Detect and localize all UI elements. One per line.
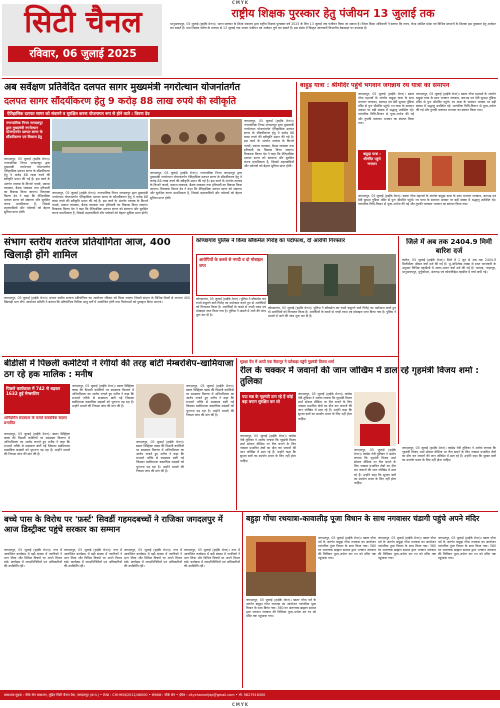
- story5-headline: बीडीसी में पिछली कमेटियों ने रंगीयों की तरह बांटी मेम्बरशिप-खामियाजा ठग रहे हक मालिक : मनीष: [4, 359, 234, 380]
- column-divider: [398, 236, 399, 444]
- story5-body-col2: जगदलपुर, 05 जुलाई (हाईके मेनन)। बस्तर डिस्ट्रिक्ट क्लब की पिछली कमेटियों पर सदस्यता वितरण में अनियमितता का आरोप लगाते हुए मनीष ने कहा कि मनमाने तरीके से सदस्यता बांटी गई जिसका खामियाजा वास्तविक सदस्यों को भुगतना पड़ रहा है। उन्होंने मामले की निष्पक्ष जांच की मांग की है।: [72, 384, 134, 409]
- devotees-photo-svg: [388, 152, 496, 192]
- story4-box-text: आरोपियों के कब्जे से नगदी व दो मोबाइल जप्त: [199, 257, 263, 268]
- chess-photo: [4, 264, 190, 294]
- story6-body-col3: जगदलपुर, 05 जुलाई (हाईके मेनन)। कांग्रेस नेत्री तुलिका ने आरोप लगाया कि गृहमंत्री विजय शर्मा सोशल मीडिया पर रील बनाने के लिए नक्सल प्रभावित क्षेत्रों का दौरा कर जवानों की जान जोखिम में डाल रहे हैं। उन्होंने कहा कि सुरक्षा बलों का उपयोग प्रचार के लिए नहीं होना चाहिए।: [354, 448, 396, 485]
- portrait-svg: [136, 384, 184, 438]
- rain-headline: जिले में अब तक 2404.9 मिमी बारिश दर्ज: [406, 238, 492, 255]
- dalpat-sagar-photo: [52, 119, 148, 189]
- story6-body-col1: जगदलपुर, 05 जुलाई (हाईके मेनन)। कांग्रेस नेत्री तुलिका ने आरोप लगाया कि गृहमंत्री विजय शर्मा सोशल मीडिया पर रील बनाने के लिए नक्सल प्रभावित क्षेत्रों का दौरा कर जवानों की जान जोखिम में डाल रहे हैं। उन्होंने कहा कि सुरक्षा बलों का उपयोग प्रचार के लिए नहीं होना चाहिए।: [240, 434, 296, 463]
- story8-body-col4: जगदलपुर, 05 जुलाई (हाईके मेनन)। बस्तर गोंचा पर्व के अंतर्गत बाहुड़ा गोंचा रथयात्रा का आयोजन पारंपरिक पूजा विधान के साथ किया गया। 360 घर आरण्यक ब्राह्मण समाज द्वारा भगवान जगन्नाथ की विधिवत पूजा-अर्चना कर रथ को मंदिर तक पहुंचाया गया।: [438, 536, 496, 561]
- story5-box-sub: अनियमित सदस्यता के चलते वास्तविक सदस्य प्रभावित: [4, 416, 67, 425]
- story1-strip-text: ऐतिहासिक दलपत सागर को संवारने व सुरक्षित करना योजनागत रूप से होने वाले : किरण देव: [7, 111, 150, 116]
- story2-box: [358, 150, 386, 190]
- story7-body-col3: जगदलपुर, 05 जुलाई (हाईके मेनन)। नगर में आयोजित कार्यक्रम में बड़ी संख्या में नागरिकों ने भाग लिया और विभिन्न विषयों पर अपने विचार रखे। कार्यक्रम में जनप्रतिनिधियों एवं अधिकारियों की उपस्थिति रही।: [124, 548, 182, 569]
- gonchha-photo: [246, 536, 316, 596]
- story5-body-col4: जगदलपुर, 05 जुलाई (हाईके मेनन)। बस्तर डिस्ट्रिक्ट क्लब की पिछली कमेटियों पर सदस्यता वितरण में अनियमितता का आरोप लगाते हुए मनीष ने कहा कि मनमाने तरीके से सदस्यता बांटी गई जिसका खामियाजा वास्तविक सदस्यों को भुगतना पड़ रहा है। उन्होंने मामले की निष्पक्ष जांच की मांग की है।: [186, 384, 234, 417]
- story3-headline: संभाग स्तरीय शतरंज प्रतियोगिता आज, 400 खिलाड़ी होंगे शामिल: [4, 237, 171, 261]
- story2-box-text: बाहुड़ा यात्रा : श्रीमंदिर पहुंचे भगवान: [363, 152, 381, 166]
- devotees-photo: [388, 152, 496, 192]
- divider: [2, 356, 398, 357]
- story6-box: [240, 392, 296, 432]
- council-photo: [150, 119, 242, 169]
- tulika-photo: [354, 392, 396, 446]
- story1-body-col1: जगदलपुर, 05 जुलाई (हाईके मेनन)। नगरपालिक निगम जगदलपुर द्वारा मुख्यमंत्री नगरोत्थान योजनांतर्गत ऐतिहासिक दलपत सागर के सौंदर्यीकरण हेतु 9 करोड़ 88 लाख रुपये की स्वीकृति प्रदान की गई है। इस कार्य के अंतर्गत तालाब के किनारे पाथवे, प्रकाश व्यवस्था, बैठक व्यवस्था तथा हरियाली का विकास किया जाएगा। विधायक किरण देव ने कहा कि ऐतिहासिक दलपत सागर को संवारना और सुरक्षित करना प्राथमिकता है, जिससे शहरवासियों और पर्यटकों को बेहतर सुविधा प्राप्त होगी।: [4, 157, 50, 215]
- column-divider: [236, 358, 237, 510]
- lead-headline: राष्ट्रीय शिक्षक पुरस्कार हेतु पंजीयन 13 जुलाई तक: [231, 7, 435, 20]
- divider: [2, 511, 498, 512]
- imprint-footer: प्रकाशक मुद्रक : पीके सेन प्रकाशन, मुद्रित सिटी चैनल प्रेस, जगदलपुर (छ.ग.) • RNI : CHHHIN/2012/46000 • संपादक : पीके सेन • ईमेल : citychanneljdp@gmail.com • मो. 9827916300: [0, 690, 500, 700]
- council-photo-svg: [150, 119, 242, 169]
- portrait-svg: [354, 392, 396, 446]
- story4-headline: कोण्डागांव पुलिस ने किया ब्लैकमेल गिरोह का पर्दाफाश, दो आरोपी गिरफ्तार: [196, 238, 345, 244]
- story8-headline: बहुड़ा गोंचा रथयात्रा-कावालीड़ पूजा विधान के साथ नगवासर चंडागी पहुंचे अपने मंदिर: [246, 514, 480, 523]
- story6-headline: रील के चक्कर में जवानों की जान जोखिम में डाल रहे गृहमंत्री विजय शर्मा : तुलिका: [240, 366, 479, 387]
- divider: [2, 234, 498, 235]
- story1-body-col2: जगदलपुर, 05 जुलाई (हाईके मेनन)। नगरपालिक निगम जगदलपुर द्वारा मुख्यमंत्री नगरोत्थान योजनांतर्गत ऐतिहासिक दलपत सागर के सौंदर्यीकरण हेतु 9 करोड़ 88 लाख रुपये की स्वीकृति प्रदान की गई है। इस कार्य के अंतर्गत तालाब के किनारे पाथवे, प्रकाश व्यवस्था, बैठक व्यवस्था तथा हरियाली का विकास किया जाएगा। विधायक किरण देव ने कहा कि ऐतिहासिक दलपत सागर को संवारना और सुरक्षित करना प्राथमिकता है, जिससे शहरवासियों और पर्यटकों को बेहतर सुविधा प्राप्त होगी।: [52, 191, 148, 216]
- story4-body-col1: कोण्डागांव, 05 जुलाई (हाईके मेनन)। पुलिस ने ब्लैकमेल कर रुपये वसूलने वाले गिरोह का पर्दाफाश करते हुए दो आरोपियों को गिरफ्तार किया है। आरोपियों के कब्जे से नगदी रकम एवं मोबाइल जप्त किया गया है। पुलिस ने मामले में आगे की जांच शुरू कर दी है।: [196, 297, 266, 318]
- cmyk-marker-top: CMYK: [232, 0, 249, 5]
- column-divider: [296, 82, 297, 232]
- logo-box: [2, 4, 162, 76]
- cmyk-marker-bottom: CMYK: [232, 702, 249, 707]
- story2-body-col1: जगदलपुर, 05 जुलाई (हाईके मेनन)। बस्तर गोंचा महापर्व के अंतर्गत बाहुड़ा यात्रा के साथ भगवान जगन्नाथ, बलभद्र एवं देवी सुभद्रा गुंडिचा मंदिर से पुनः श्रीमंदिर पहुंचे। रथ यात्रा के समापन अवसर पर बड़ी संख्या में श्रद्धालु उपस्थित रहे। पारंपरिक विधि-विधान से पूजा-अर्चना की गई और तुपकी चलाकर भगवान का स्वागत किया गया।: [358, 92, 414, 125]
- lead-body: भानुप्रतापपुर, 05 जुलाई (हाईके मेनन)। भारत सरकार के शिक्षा मंत्रालय द्वारा राष्ट्रीय शिक्षक पुरस्कार वर्ष 2025 के लिए 13 जुलाई तक पंजीयन किया जा सकता है। जिला शिक्षा अधिकारी ने बताया कि राज्य, केन्द्र शासित प्रदेश एवं विभिन्न संगठनों के शिक्षक इस पुरस्कार हेतु आवेदन कर सकते हैं। पात्र शिक्षक पोर्टल के माध्यम से 13 जुलाई तक अपना पंजीयन एवं आवेदन पूर्ण कर सकते हैं। इस संबंध में विस्तृत जानकारी विभागीय वेबसाइट पर उपलब्ध है।: [170, 22, 496, 31]
- story1-body-col3: जगदलपुर, 05 जुलाई (हाईके मेनन)। नगरपालिक निगम जगदलपुर द्वारा मुख्यमंत्री नगरोत्थान योजनांतर्गत ऐतिहासिक दलपत सागर के सौंदर्यीकरण हेतु 9 करोड़ 88 लाख रुपये की स्वीकृति प्रदान की गई है। इस कार्य के अंतर्गत तालाब के किनारे पाथवे, प्रकाश व्यवस्था, बैठक व्यवस्था तथा हरियाली का विकास किया जाएगा। विधायक किरण देव ने कहा कि ऐतिहासिक दलपत सागर को संवारना और सुरक्षित करना प्राथमिकता है, जिससे शहरवासियों और पर्यटकों को बेहतर सुविधा प्राप्त होगी।: [150, 171, 242, 200]
- procession-photo-svg: [246, 536, 316, 596]
- story1-subhead: दलपत सागर सौंदर्यीकरण हेतु 9 करोड़ 88 लाख रुपये की स्वीकृति: [4, 96, 237, 107]
- divider: [2, 78, 498, 79]
- story5-body-col1: जगदलपुर, 05 जुलाई (हाईके मेनन)। बस्तर डिस्ट्रिक्ट क्लब की पिछली कमेटियों पर सदस्यता वितरण में अनियमितता का आरोप लगाते हुए मनीष ने कहा कि मनमाने तरीके से सदस्यता बांटी गई जिसका खामियाजा वास्तविक सदस्यों को भुगतना पड़ रहा है। उन्होंने मामले की निष्पक्ष जांच की मांग की है।: [4, 432, 70, 457]
- story7-body-col2: जगदलपुर, 05 जुलाई (हाईके मेनन)। नगर में आयोजित कार्यक्रम में बड़ी संख्या में नागरिकों ने भाग लिया और विभिन्न विषयों पर अपने विचार रखे। कार्यक्रम में जनप्रतिनिधियों एवं अधिकारियों की उपस्थिति रही।: [64, 548, 122, 569]
- story8-body-col3: जगदलपुर, 05 जुलाई (हाईके मेनन)। बस्तर गोंचा पर्व के अंतर्गत बाहुड़ा गोंचा रथयात्रा का आयोजन पारंपरिक पूजा विधान के साथ किया गया। 360 घर आरण्यक ब्राह्मण समाज द्वारा भगवान जगन्नाथ की विधिवत पूजा-अर्चना कर रथ को मंदिर तक पहुंचाया गया।: [378, 536, 436, 561]
- story6-kicker: सुरक्षा पेंच में आयी एक सैलानुर ने दलेबाड़ा पहुंचे गुहमंत्री विजय शर्मा: [240, 359, 334, 364]
- story8-body-col1: जगदलपुर, 05 जुलाई (हाईके मेनन)। बस्तर गोंचा पर्व के अंतर्गत बाहुड़ा गोंचा रथयात्रा का आयोजन पारंपरिक पूजा विधान के साथ किया गया। 360 घर आरण्यक ब्राह्मण समाज द्वारा भगवान जगन्नाथ की विधिवत पूजा-अर्चना कर रथ को मंदिर तक पहुंचाया गया।: [246, 598, 316, 619]
- chess-photo-svg: [4, 264, 190, 294]
- police-photo: [268, 254, 396, 304]
- story7-body-col4: जगदलपुर, 05 जुलाई (हाईके मेनन)। नगर में आयोजित कार्यक्रम में बड़ी संख्या में नागरिकों ने भाग लिया और विभिन्न विषयों पर अपने विचार रखे। कार्यक्रम में जनप्रतिनिधियों एवं अधिकारियों की उपस्थिति रही।: [184, 548, 240, 569]
- story6-box-text: यदा सब्र के गृहमंत्री ठान रहे हैं कोई बड़ा बयान सुरक्षित कर लो: [242, 394, 293, 405]
- story1-body-col4: जगदलपुर, 05 जुलाई (हाईके मेनन)। नगरपालिक निगम जगदलपुर द्वारा मुख्यमंत्री नगरोत्थान योजनांतर्गत ऐतिहासिक दलपत सागर के सौंदर्यीकरण हेतु 9 करोड़ 88 लाख रुपये की स्वीकृति प्रदान की गई है। इस कार्य के अंतर्गत तालाब के किनारे पाथवे, प्रकाश व्यवस्था, बैठक व्यवस्था तथा हरियाली का विकास किया जाएगा। विधायक किरण देव ने कहा कि ऐतिहासिक दलपत सागर को संवारना और सुरक्षित करना प्राथमिकता है, जिससे शहरवासियों और पर्यटकों को बेहतर सुविधा प्राप्त होगी।: [244, 119, 294, 169]
- story5-box: [4, 384, 70, 414]
- manish-photo: [136, 384, 184, 438]
- police-photo-svg: [268, 254, 396, 304]
- story8-body-col2: जगदलपुर, 05 जुलाई (हाईके मेनन)। बस्तर गोंचा पर्व के अंतर्गत बाहुड़ा गोंचा रथयात्रा का आयोजन पारंपरिक पूजा विधान के साथ किया गया। 360 घर आरण्यक ब्राह्मण समाज द्वारा भगवान जगन्नाथ की विधिवत पूजा-अर्चना कर रथ को मंदिर तक पहुंचाया गया।: [318, 536, 376, 561]
- story4-box: [196, 254, 268, 296]
- column-divider: [192, 236, 193, 354]
- story2-headline: बाहुड़ यात्रा : श्रीमंदिर पहुंचे भगवान जगन्नाथ रथ यात्रा का समापन: [300, 82, 450, 89]
- rath-yatra-photo: [300, 92, 356, 232]
- story5-body-col3: जगदलपुर, 05 जुलाई (हाईके मेनन)। बस्तर डिस्ट्रिक्ट क्लब की पिछली कमेटियों पर सदस्यता वितरण में अनियमितता का आरोप लगाते हुए मनीष ने कहा कि मनमाने तरीके से सदस्यता बांटी गई जिसका खामियाजा वास्तविक सदस्यों को भुगतना पड़ रहा है। उन्होंने मामले की निष्पक्ष जांच की मांग की है।: [136, 440, 184, 473]
- story2-body-col2: जगदलपुर, 05 जुलाई (हाईके मेनन)। बस्तर गोंचा महापर्व के अंतर्गत बाहुड़ा यात्रा के साथ भगवान जगन्नाथ, बलभद्र एवं देवी सुभद्रा गुंडिचा मंदिर से पुनः श्रीमंदिर पहुंचे। रथ यात्रा के समापन अवसर पर बड़ी संख्या में श्रद्धालु उपस्थित रहे। पारंपरिक विधि-विधान से पूजा-अर्चना की गई और तुपकी चलाकर भगवान का स्वागत किया गया।: [416, 92, 496, 113]
- story4-body-col2: कोण्डागांव, 05 जुलाई (हाईके मेनन)। पुलिस ने ब्लैकमेल कर रुपये वसूलने वाले गिरोह का पर्दाफाश करते हुए दो आरोपियों को गिरफ्तार किया है। आरोपियों के कब्जे से नगदी रकम एवं मोबाइल जप्त किया गया है। पुलिस ने मामले में आगे की जांच शुरू कर दी है।: [268, 306, 396, 319]
- lake-photo-svg: [52, 119, 148, 189]
- rain-body: कांकेर, 05 जुलाई (हाईके मेनन)। जिले में 1 जून से अब तक 2404.9 मिलीमीटर औसत वर्षा दर्ज की गई है। भू-अभिलेख शाखा से प्राप्त जानकारी के अनुसार विभिन्न तहसीलों में अलग-अलग वर्षा दर्ज की गई है। चारामा, नरहरपुर, भानुप्रतापपुर, दुर्गूकोंदल, अंतागढ़ एवं कोयलीबेड़ा तहसील में वर्षा मापी गई।: [402, 258, 496, 275]
- rath-photo-svg: [300, 92, 356, 232]
- masthead: [2, 4, 500, 76]
- story6-body-col4: जगदलपुर, 05 जुलाई (हाईके मेनन)। कांग्रेस नेत्री तुलिका ने आरोप लगाया कि गृहमंत्री विजय शर्मा सोशल मीडिया पर रील बनाने के लिए नक्सल प्रभावित क्षेत्रों का दौरा कर जवानों की जान जोखिम में डाल रहे हैं। उन्होंने कहा कि सुरक्षा बलों का उपयोग प्रचार के लिए नहीं होना चाहिए।: [402, 446, 496, 463]
- story1-caption: नगरपालिक निगम जगदलपुर द्वारा मुख्यमंत्री नगरोत्थान योजनांतर्गत दलपत सागर के सौंदर्यीकरण एवं विकास हेतु: [6, 121, 43, 139]
- date-line: रविवार, 06 जुलाई 2025: [8, 46, 158, 62]
- story3-body: जगदलपुर, 05 जुलाई (हाईके मेनन)। संभाग स्तरीय शतरंज प्रतियोगिता का आयोजन रविवार को किया जाएगा जिसमें संभाग के विभिन्न जिलों से लगभग 400 खिलाड़ी भाग लेंगे। आयोजन समिति ने बताया कि प्रतियोगिता विभिन्न आयु वर्गों में आयोजित होगी तथा विजेताओं को पुरस्कृत किया जाएगा।: [4, 296, 190, 305]
- story1-caption-box: [4, 119, 50, 155]
- story7-headline: बच्चे पास के विरोध पर 'फ़र्स्ट' सिवर्डी गहमदबच्चों ने राजिका जगदलपुर में आज डिस्ट्रीक्ट पहुंचे सरकार का सम्मान: [4, 514, 223, 535]
- newspaper-title: सिटी चैनल: [24, 5, 142, 40]
- story1-strip: [4, 110, 292, 117]
- column-divider: [242, 512, 243, 688]
- story2-body-col3: जगदलपुर, 05 जुलाई (हाईके मेनन)। बस्तर गोंचा महापर्व के अंतर्गत बाहुड़ा यात्रा के साथ भगवान जगन्नाथ, बलभद्र एवं देवी सुभद्रा गुंडिचा मंदिर से पुनः श्रीमंदिर पहुंचे। रथ यात्रा के समापन अवसर पर बड़ी संख्या में श्रद्धालु उपस्थित रहे। पारंपरिक विधि-विधान से पूजा-अर्चना की गई और तुपकी चलाकर भगवान का स्वागत किया गया।: [358, 194, 496, 207]
- story7-body-col1: जगदलपुर, 05 जुलाई (हाईके मेनन)। नगर में आयोजित कार्यक्रम में बड़ी संख्या में नागरिकों ने भाग लिया और विभिन्न विषयों पर अपने विचार रखे। कार्यक्रम में जनप्रतिनिधियों एवं अधिकारियों की उपस्थिति रही।: [4, 548, 62, 569]
- story5-box-text: पिछले कार्यकाल में 742 से बढ़कर 1632 हुई मेम्बरशिप: [6, 386, 61, 397]
- story6-body-col2: जगदलपुर, 05 जुलाई (हाईके मेनन)। कांग्रेस नेत्री तुलिका ने आरोप लगाया कि गृहमंत्री विजय शर्मा सोशल मीडिया पर रील बनाने के लिए नक्सल प्रभावित क्षेत्रों का दौरा कर जवानों की जान जोखिम में डाल रहे हैं। उन्होंने कहा कि सुरक्षा बलों का उपयोग प्रचार के लिए नहीं होना चाहिए।: [298, 392, 352, 421]
- story1-headline: अब सर्वेक्षण प्रतिवेदित दलपत सागर मुख्यमंत्री नगरोत्थान योजनांतर्गत: [4, 82, 241, 93]
